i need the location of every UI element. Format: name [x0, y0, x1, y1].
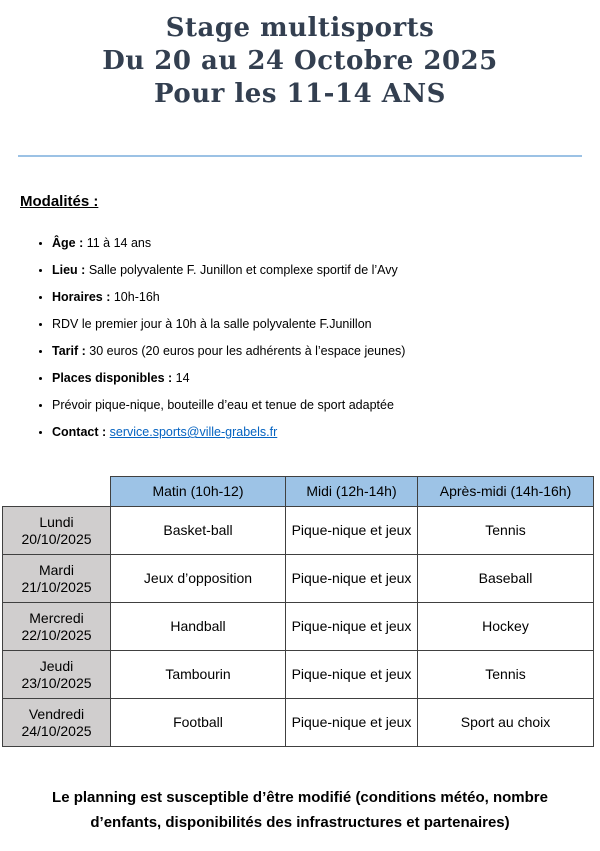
- table-row: [3, 507, 594, 555]
- day-cell: [3, 651, 111, 699]
- list-item-contact: [52, 425, 600, 440]
- list-item-text: 30 euros (20 euros pour les adhérents à l’espace jeunes): [89, 344, 406, 358]
- day-date: 23/10/2025: [21, 674, 92, 691]
- day-cell: [3, 603, 111, 651]
- page-title: [0, 0, 600, 111]
- schedule-cell: Hockey: [418, 603, 594, 651]
- page-title-line-3: Pour les 11-14 ANS: [154, 79, 446, 109]
- modalites-heading: Modalités :: [20, 193, 99, 210]
- list-item-label: Âge :: [52, 236, 84, 250]
- schedule-cell: Basket-ball: [111, 507, 286, 555]
- list-item-places: [52, 371, 600, 386]
- list-item-prevoir: [52, 398, 600, 413]
- list-item-lieu: [52, 263, 600, 278]
- list-item-age: [52, 236, 600, 251]
- list-item-rdv: [52, 317, 600, 332]
- schedule-cell: Football: [111, 699, 286, 747]
- day-cell: [3, 555, 111, 603]
- schedule-cell: Pique-nique et jeux: [286, 507, 418, 555]
- list-item-label: Places disponibles :: [52, 371, 173, 385]
- day-date: 24/10/2025: [21, 722, 92, 739]
- footer-note: [0, 785, 600, 835]
- list-item-label: Tarif :: [52, 344, 86, 358]
- column-header-apres-midi: Après-midi (14h-16h): [418, 477, 594, 507]
- schedule-cell: Tambourin: [111, 651, 286, 699]
- column-header-midi: Midi (12h-14h): [286, 477, 418, 507]
- list-item-text: 14: [175, 371, 190, 385]
- day-label: Lundi: [39, 513, 74, 530]
- day-cell: [3, 699, 111, 747]
- schedule-cell: Pique-nique et jeux: [286, 603, 418, 651]
- table-row: [3, 555, 594, 603]
- schedule-cell: Tennis: [418, 651, 594, 699]
- table-row: [3, 699, 594, 747]
- table-corner-cell: [3, 477, 111, 507]
- schedule-cell: Handball: [111, 603, 286, 651]
- schedule-cell: Baseball: [418, 555, 594, 603]
- footer-note-line-1: Le planning est susceptible d’être modifié (conditions météo, nombre: [52, 789, 548, 806]
- list-item-text: Prévoir pique-nique, bouteille d’eau et tenue de sport adaptée: [52, 398, 394, 412]
- day-label: Vendredi: [28, 705, 85, 722]
- day-label: Mardi: [38, 561, 74, 578]
- table-row: [3, 651, 594, 699]
- list-item-label: Horaires :: [52, 290, 111, 304]
- list-item-text: 11 à 14 ans: [86, 236, 152, 250]
- schedule-cell: Jeux d’opposition: [111, 555, 286, 603]
- list-item-label: Lieu :: [52, 263, 86, 277]
- day-date: 22/10/2025: [21, 626, 92, 643]
- list-item-text: RDV le premier jour à 10h à la salle polyvalente F.Junillon: [52, 317, 372, 331]
- page-title-line-2: Du 20 au 24 Octobre 2025: [102, 46, 498, 76]
- table-row: [3, 603, 594, 651]
- schedule-cell: Sport au choix: [418, 699, 594, 747]
- schedule-cell: Pique-nique et jeux: [286, 555, 418, 603]
- day-date: 21/10/2025: [21, 578, 92, 595]
- contact-email-link[interactable]: service.sports@ville-grabels.fr: [109, 425, 278, 439]
- list-item-label: Contact :: [52, 425, 107, 439]
- list-item-text: Salle polyvalente F. Junillon et complexe sportif de l’Avy: [88, 263, 398, 277]
- list-item-horaires: [52, 290, 600, 305]
- day-label: Mercredi: [29, 609, 84, 626]
- page-title-line-1: Stage multisports: [165, 13, 435, 43]
- table-header-row: [3, 477, 594, 507]
- schedule-cell: Tennis: [418, 507, 594, 555]
- list-item-text: 10h-16h: [113, 290, 160, 304]
- divider-rule: [18, 155, 582, 157]
- footer-note-line-2: d’enfants, disponibilités des infrastructures et partenaires): [90, 814, 510, 831]
- list-item-tarif: [52, 344, 600, 359]
- day-label: Jeudi: [39, 657, 74, 674]
- column-header-matin: Matin (10h-12): [111, 477, 286, 507]
- day-cell: [3, 507, 111, 555]
- day-date: 20/10/2025: [21, 530, 92, 547]
- schedule-cell: Pique-nique et jeux: [286, 699, 418, 747]
- schedule-cell: Pique-nique et jeux: [286, 651, 418, 699]
- schedule-table: [2, 476, 594, 747]
- modalites-list: [0, 236, 600, 440]
